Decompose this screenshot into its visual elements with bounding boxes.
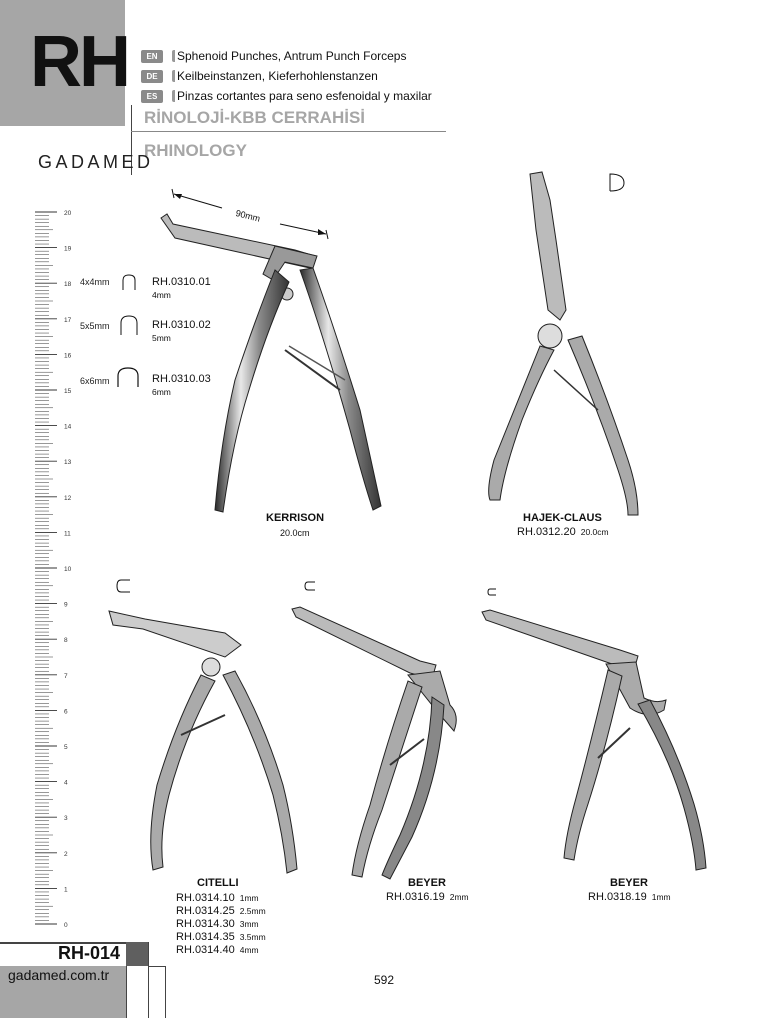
catalog-number: RH.0310.03 [152, 373, 211, 385]
catalog-size: 2mm [449, 892, 469, 902]
footer-divider [126, 966, 127, 1018]
footer-divider [148, 942, 149, 1018]
catalog-size: 3.5mm [239, 932, 266, 942]
catalog-size: 1mm [651, 892, 671, 902]
catalog-number: RH.0314.10 [176, 892, 235, 904]
lang-text: Pinzas cortantes para seno esfenoidal y maxilar [172, 89, 432, 103]
ruler-label: 12 [64, 494, 72, 502]
size-label: 4x4mm [80, 277, 110, 287]
catalog-size: 4mm [152, 290, 171, 300]
ruler-label: 17 [64, 316, 72, 324]
catalog-size: 4mm [239, 945, 259, 955]
ruler-label: 13 [64, 459, 72, 467]
page-number: 592 [374, 973, 395, 987]
ruler-label: 14 [64, 423, 72, 431]
ruler-label: 11 [64, 530, 71, 538]
footer-divider [165, 966, 166, 1018]
product-code [386, 891, 469, 903]
ruler-label: 0 [64, 922, 68, 928]
catalog-number: RH.0318.19 [588, 891, 647, 903]
category-title-en: RHINOLOGY [144, 141, 247, 160]
ruler-label: 10 [64, 566, 72, 573]
catalog-number: RH.0312.20 [517, 526, 576, 538]
ruler-label: 18 [64, 281, 72, 289]
ruler-label: 1 [64, 886, 68, 894]
catalog-size: 5mm [152, 333, 171, 343]
jaw-profile-icon [303, 580, 317, 592]
ruler-label: 15 [64, 388, 72, 395]
header-divider-horizontal [131, 131, 446, 132]
product-name: BEYER [408, 877, 446, 889]
ruler-label: 9 [64, 601, 68, 609]
ruler-label: 7 [64, 672, 68, 680]
catalog-size: 3mm [239, 919, 259, 929]
lang-tag: DE [141, 70, 163, 83]
section-code: RH [30, 22, 128, 102]
catalog-size: 2.5mm [239, 906, 266, 916]
lang-row-en [141, 48, 406, 64]
product-name: BEYER [610, 877, 648, 889]
product-name: KERRISON [266, 512, 325, 524]
lang-row-es [141, 88, 432, 104]
catalog-number: RH.0310.02 [152, 319, 211, 331]
footer-block-dark [126, 942, 148, 966]
catalog-number: RH.0314.35 [176, 931, 235, 943]
ruler-label: 20 [64, 210, 72, 217]
ruler-label: 2 [64, 850, 68, 858]
jaw-profile-icon [119, 314, 141, 336]
lang-row-de [141, 68, 378, 84]
size-label: 5x5mm [80, 321, 110, 331]
citelli-instrument-image [105, 605, 295, 880]
beyer-2mm-instrument-image [290, 605, 470, 885]
product-name: HAJEK-CLAUS [523, 512, 602, 524]
footer-url: gadamed.com.tr [8, 967, 110, 983]
hajek-claus-instrument-image [478, 170, 648, 520]
kerrison-instrument-image [155, 210, 385, 530]
product-code [176, 931, 266, 943]
footer-page-code: RH-014 [58, 943, 121, 963]
product-code [588, 891, 671, 903]
catalog-size: 1mm [239, 893, 259, 903]
ruler-label: 19 [64, 245, 72, 253]
product-length: 20.0cm [580, 527, 609, 537]
product-name: CITELLI [197, 877, 239, 889]
catalog-number: RH.0316.19 [386, 891, 445, 903]
jaw-profile-icon [487, 588, 497, 596]
brand-logo: GADAMED [38, 152, 154, 172]
size-label: 6x6mm [80, 376, 110, 386]
footer-divider [148, 966, 166, 967]
ruler-label: 16 [64, 352, 72, 360]
catalog-size: 6mm [152, 387, 171, 397]
ruler-label: 5 [64, 744, 68, 751]
ruler-label: 8 [64, 637, 68, 645]
catalog-number: RH.0314.30 [176, 918, 235, 930]
product-code [176, 905, 266, 917]
ruler-label: 6 [64, 708, 68, 716]
product-code [176, 892, 259, 904]
catalog-number: RH.0310.01 [152, 276, 211, 288]
catalog-number: RH.0314.40 [176, 944, 235, 956]
dimension-label: 90mm [234, 208, 262, 224]
ruler-label: 3 [64, 815, 68, 823]
catalog-number: RH.0314.25 [176, 905, 235, 917]
beyer-1mm-instrument-image [480, 608, 710, 883]
ruler [33, 208, 83, 928]
product-code [176, 944, 259, 956]
lang-tag: EN [141, 50, 163, 63]
product-code [517, 526, 609, 538]
jaw-profile-icon [121, 273, 139, 291]
category-title-tr: RİNOLOJİ-KBB CERRAHİSİ [144, 108, 366, 127]
ruler-label: 4 [64, 779, 68, 787]
jaw-profile-icon [115, 578, 133, 596]
lang-text: Keilbeinstanzen, Kieferhohlenstanzen [172, 69, 378, 83]
lang-tag: ES [141, 90, 163, 103]
lang-text: Sphenoid Punches, Antrum Punch Forceps [172, 49, 406, 63]
jaw-profile-icon [116, 366, 142, 388]
jaw-profile-icon [606, 171, 628, 193]
product-length: 20.0cm [280, 528, 310, 538]
product-code [176, 918, 259, 930]
